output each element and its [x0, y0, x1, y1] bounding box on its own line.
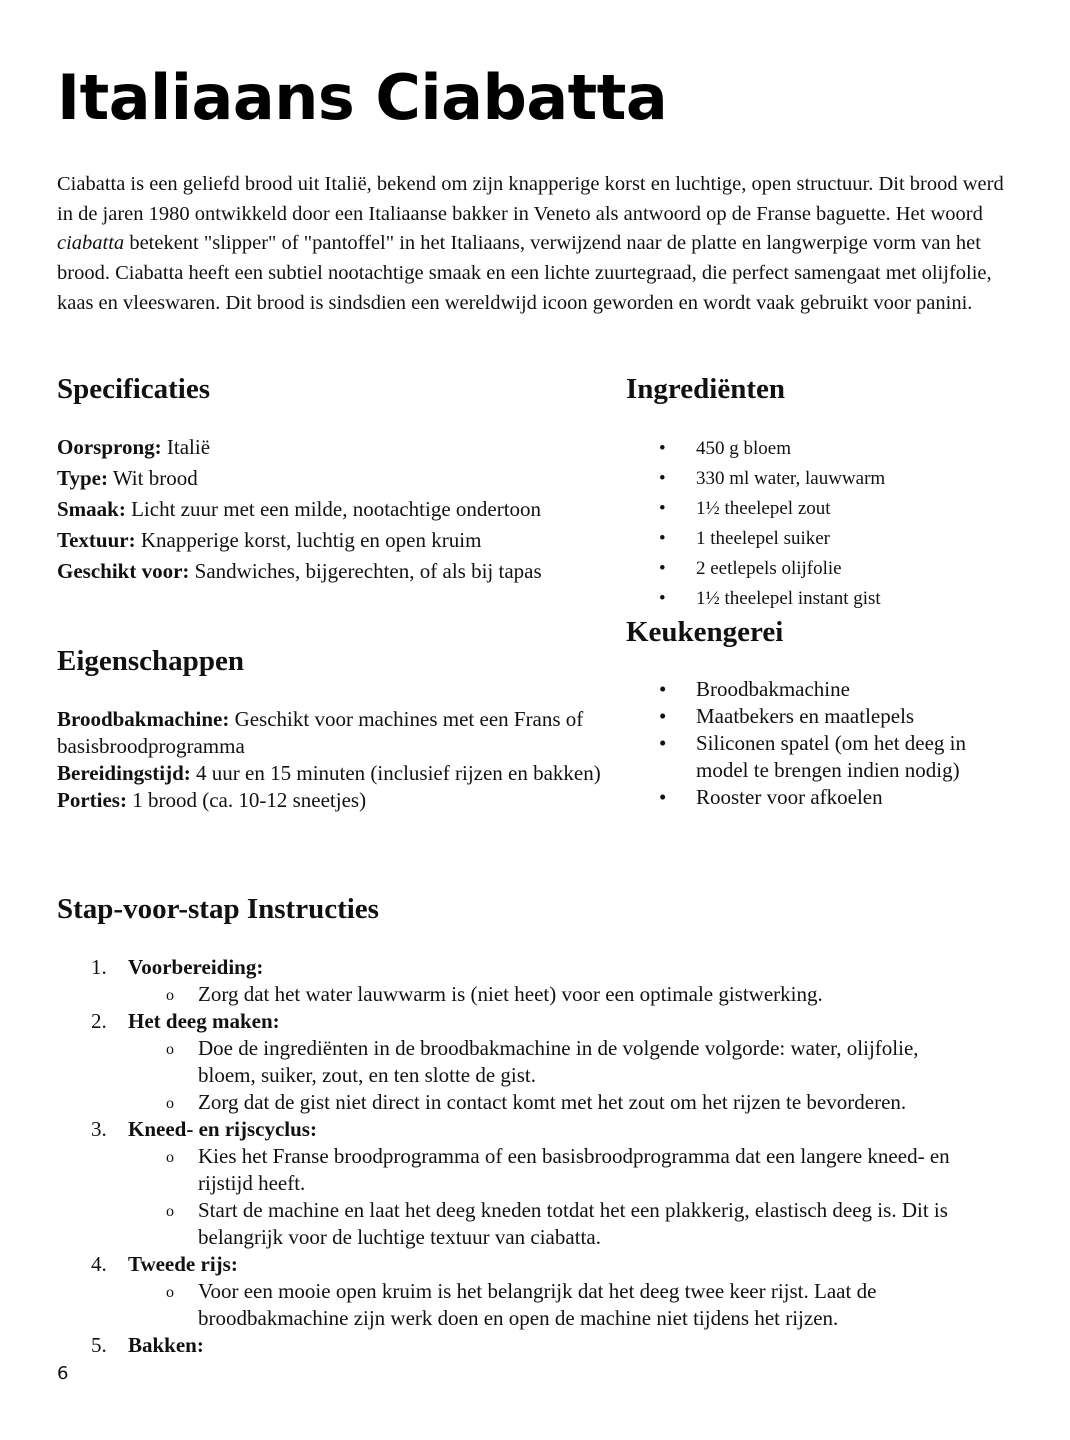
spec-label: Type:: [57, 466, 108, 490]
prop-label: Porties:: [57, 788, 127, 812]
spec-label: Smaak:: [57, 497, 126, 521]
step-number: 2.: [91, 1009, 107, 1033]
step-item: [57, 1008, 1017, 1116]
step-number: 1.: [91, 955, 107, 979]
step-title: Kneed- en rijscyclus:: [128, 1117, 317, 1141]
ingredient-item: • 2 eetlepels olijfolie: [626, 554, 1026, 584]
prop-row-machine: [57, 706, 592, 760]
page-title: Italiaans Ciabatta: [57, 61, 668, 134]
spec-row-type: [57, 463, 617, 494]
ingredients-heading: Ingrediënten: [626, 373, 785, 405]
tool-item: • Siliconen spatel (om het deeg in model te brengen indien nodig): [626, 730, 1006, 784]
step-title: Tweede rijs:: [128, 1252, 238, 1276]
substep-item: o Zorg dat de gist niet direct in contact komt met het zout om het rijzen te bevorderen.: [128, 1089, 1017, 1116]
spec-label: Oorsprong:: [57, 435, 162, 459]
ingredient-item: • 450 g bloem: [626, 434, 1026, 464]
step-item: [57, 1251, 1017, 1332]
step-number: 4.: [91, 1252, 107, 1276]
step-title: Voorbereiding:: [128, 955, 264, 979]
prop-value: 4 uur en 15 minuten (inclusief rijzen en bakken): [190, 761, 601, 785]
step-substeps: [128, 1278, 1017, 1332]
tool-item: • Maatbekers en maatlepels: [626, 703, 1026, 730]
intro-italic-term: ciabatta: [57, 232, 125, 255]
prop-row-portions: [57, 787, 617, 814]
spec-value: Italië: [161, 435, 211, 459]
ingredient-item: • 1½ theelepel zout: [626, 494, 1026, 524]
tools-heading: Keukengerei: [626, 616, 784, 648]
ingredient-item: • 1 theelepel suiker: [626, 524, 1026, 554]
intro-text-1: Ciabatta is een geliefd brood uit Italië, bekend om zijn knapperige korst en luchtige, open structuur. Dit brood werd in de jaren 1980 ontwikkeld door een Italiaanse bakker in Veneto als antwoord op de Franse baguette. Het woord: [57, 173, 1004, 225]
step-substeps: [128, 1035, 1017, 1116]
prop-value: 1 brood (ca. 10-12 sneetjes): [126, 788, 367, 812]
properties-list: [57, 706, 617, 814]
prop-value: Geschikt voor machines met een Frans of basisbroodprogramma: [57, 707, 584, 758]
spec-row-suitable: [57, 556, 557, 587]
substep-item: o Zorg dat het water lauwwarm is (niet heet) voor een optimale gistwerking.: [128, 981, 1017, 1008]
step-item: [57, 1332, 1017, 1359]
substep-item: o Kies het Franse broodprogramma of een basisbroodprogramma dat een langere kneed- en rijstijd heeft.: [128, 1143, 958, 1197]
properties-heading: Eigenschappen: [57, 645, 244, 677]
tool-item: • Broodbakmachine: [626, 676, 1026, 703]
tools-list: [626, 676, 1026, 811]
step-number: 5.: [91, 1333, 107, 1357]
page-number: 6: [57, 1363, 69, 1384]
instructions-heading: Stap-voor-stap Instructies: [57, 893, 379, 925]
spec-label: Textuur:: [57, 528, 136, 552]
step-title: Bakken:: [128, 1333, 204, 1357]
step-item: [57, 954, 1017, 1008]
substep-item: o Start de machine en laat het deeg kneden totdat het een plakkerig, elastisch deeg is. Dit is belangrijk voor de luchtige textuur van ciabatta.: [128, 1197, 988, 1251]
spec-value: Licht zuur met een milde, nootachtige ondertoon: [125, 497, 542, 521]
substep-item: o Doe de ingrediënten in de broodbakmachine in de volgende volgorde: water, olijfolie, bloem, suiker, zout, en ten slotte de gist.: [128, 1035, 928, 1089]
tool-item: • Rooster voor afkoelen: [626, 784, 1026, 811]
ingredient-item: • 1½ theelepel instant gist: [626, 584, 1026, 614]
spec-row-origin: [57, 432, 617, 463]
intro-paragraph: [57, 170, 1007, 319]
specs-list: [57, 432, 617, 587]
spec-label: Geschikt voor:: [57, 559, 190, 583]
spec-row-texture: [57, 525, 617, 556]
spec-row-taste: [57, 494, 617, 525]
prop-label: Bereidingstijd:: [57, 761, 191, 785]
spec-value: Wit brood: [107, 466, 198, 490]
step-number: 3.: [91, 1117, 107, 1141]
step-substeps: [128, 1143, 1017, 1251]
step-item: [57, 1116, 1017, 1251]
prop-label: Broodbakmachine:: [57, 707, 230, 731]
ingredients-list: [626, 434, 1026, 614]
instructions-list: [57, 954, 1017, 1359]
ingredient-item: • 330 ml water, lauwwarm: [626, 464, 1026, 494]
specs-heading: Specificaties: [57, 373, 211, 405]
spec-value: Knapperige korst, luchtig en open kruim: [135, 528, 482, 552]
step-title: Het deeg maken:: [128, 1009, 280, 1033]
step-substeps: [128, 981, 1017, 1008]
substep-item: o Voor een mooie open kruim is het belangrijk dat het deeg twee keer rijst. Laat de broodbakmachine zijn werk doen en open de machine niet tijdens het rijzen.: [128, 1278, 978, 1332]
spec-value: Sandwiches, bijgerechten, of als bij tapas: [189, 559, 542, 583]
intro-text-2: betekent "slipper" of "pantoffel" in het Italiaans, verwijzend naar de platte en langwerpige vorm van het brood. Ciabatta heeft een subtiel nootachtige smaak en een lichte zuurtegraad, die perfect samengaat met olijfolie, kaas en vleeswaren. Dit brood is sindsdien een wereldwijd icoon geworden en wordt vaak gebruikt voor panini.: [57, 232, 992, 314]
prop-row-time: [57, 760, 602, 787]
